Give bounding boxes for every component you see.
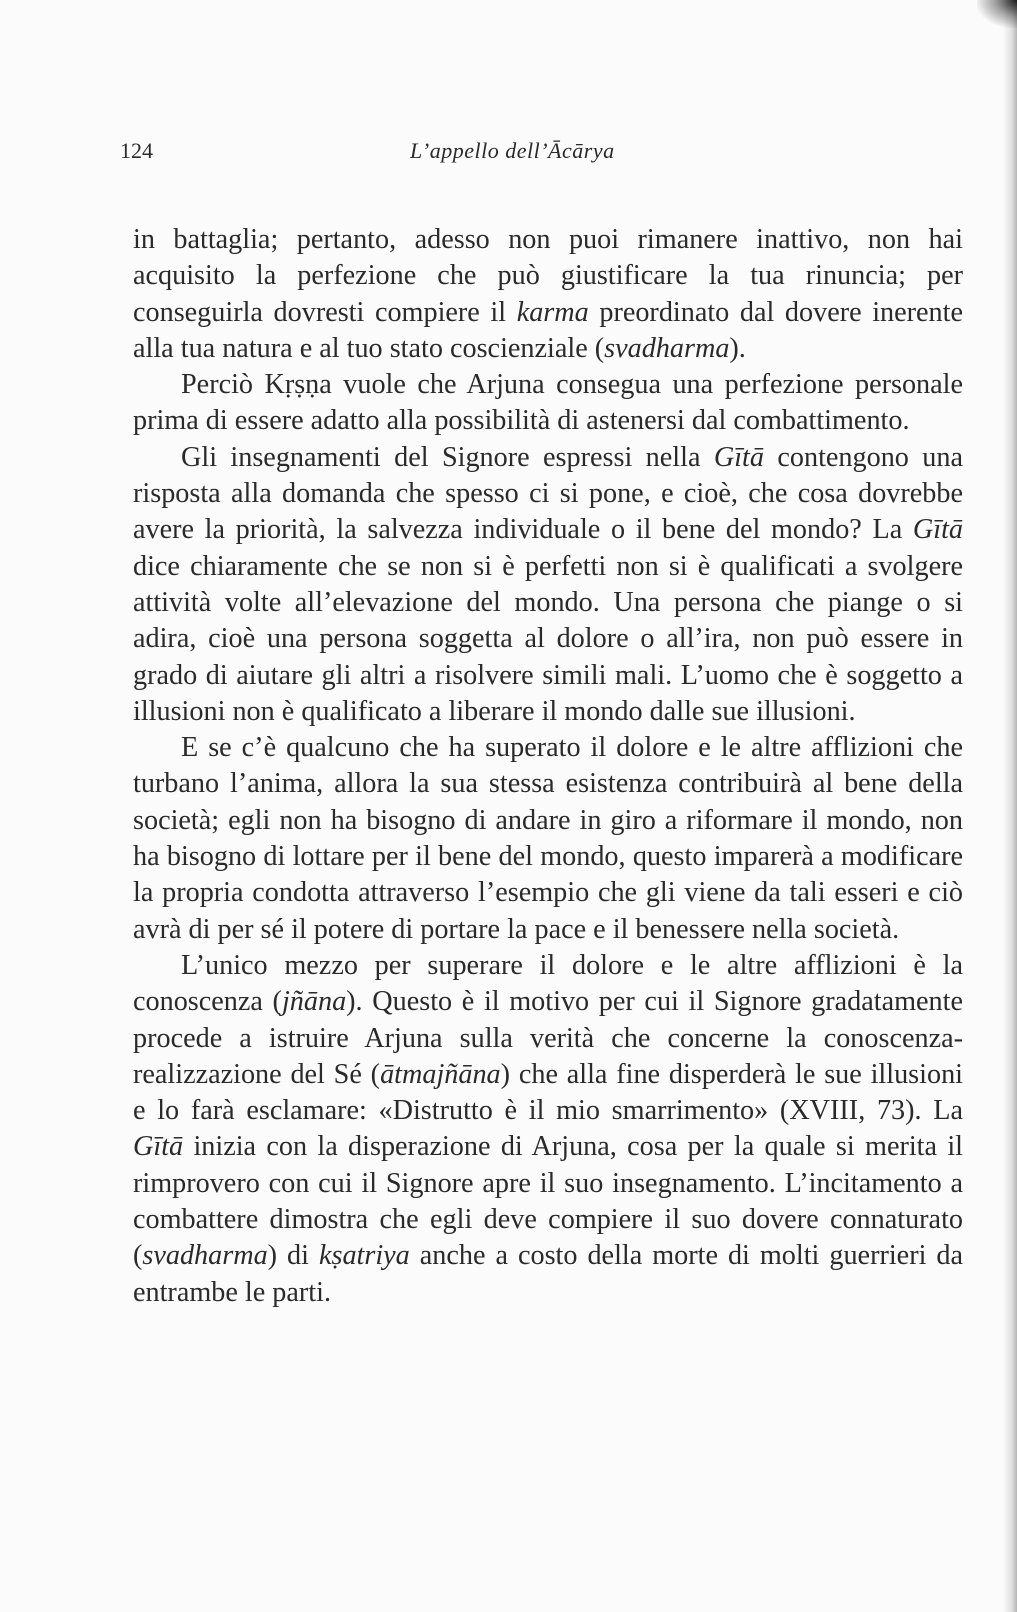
text-run: anche a costo della morte di molti guerrieri da entrambe le parti. [133, 1240, 963, 1308]
text-run: in battaglia; pertanto, adesso non puoi rimanere inattivo, non hai acquisito la perfezione che può giustificare la tua rinuncia; per conseguirla dovresti compiere il [133, 224, 963, 328]
running-head [120, 138, 680, 168]
paragraph [133, 222, 963, 367]
text-run: L’unico mezzo per superare il dolore e le altre afflizioni è la conoscenza ( [133, 949, 963, 1018]
text-run: Gli insegnamenti del Signore espressi nella [181, 441, 714, 473]
paragraph [133, 730, 963, 948]
text-run: ) che alla fine disperderà le sue illusioni e lo farà esclamare: «Distrutto è il mio smarrimento» (XVIII, 73). La [133, 1058, 963, 1127]
italic-term: svadharma [604, 332, 730, 364]
italic-term: Gītā [912, 514, 963, 546]
text-run: E se c’è qualcuno che ha superato il dolore e le altre afflizioni che turbano l’anima, allora la sua stessa esistenza contribuirà al bene della società; egli non ha bisogno di andare in giro a riformare il mondo, non ha bisogno di lottare per il bene del mondo, questo imparerà a modificare la propria condotta attraverso l’esempio che gli viene da tali esseri e ciò avrà di per sé il potere di portare la pace e il benessere nella società. [133, 732, 963, 945]
text-run: Perciò Kṛṣṇa vuole che Arjuna consegua una perfezione personale prima di essere adatto alla possibilità di astenersi dal combattimento. [133, 369, 963, 437]
italic-term: karma [516, 296, 589, 328]
running-title: L’appello dell’Ācārya [410, 138, 615, 163]
text-run: preordinato dal dovere inerente alla tua natura e al tuo stato coscienziale ( [133, 296, 963, 364]
text-run: inizia con la disperazione di Arjuna, cosa per la quale si merita il rimprovero con cui il Signore apre il suo insegnamento. L’incitamento a combattere dimostra che egli deve compiere il suo dovere connaturato ( [133, 1131, 963, 1272]
text-run: ) di [267, 1240, 319, 1272]
text-run: ). Questo è il motivo per cui il Signore gradatamente procede a istruire Arjuna sulla verità che concerne la conoscenza-realizzazione del Sé ( [133, 986, 963, 1090]
italic-term: svadharma [142, 1240, 268, 1272]
text-run: ). [729, 332, 746, 364]
page-number: 124 [120, 138, 153, 163]
italic-term: kṣatriya [318, 1240, 410, 1272]
italic-term: jñāna [281, 986, 347, 1018]
italic-term: ātmajñāna [380, 1058, 501, 1090]
italic-term: Gītā [713, 441, 764, 473]
paragraph [133, 367, 963, 440]
corner-shadow [977, 0, 1017, 28]
body-text [133, 222, 963, 1311]
paragraph [133, 440, 963, 730]
text-run: contengono una risposta alla domanda che spesso ci si pone, e cioè, che cosa dovrebbe avere la priorità, la salvezza individuale o il bene del mondo? La [133, 441, 963, 546]
italic-term: Gītā [133, 1131, 184, 1163]
text-run: dice chiaramente che se non si è perfetti non si è qualificati a svolgere attività volte all’elevazione del mondo. Una persona che piange o si adira, cioè una persona soggetta al dolore o all’ira, non può essere in grado di aiutare gli altri a risolvere simili mali. L’uomo che è soggetto a illusioni non è qualificato a liberare il mondo dalle sue illusioni. [133, 550, 963, 727]
page-edge-shadow [1003, 0, 1017, 1612]
paragraph [133, 948, 963, 1311]
